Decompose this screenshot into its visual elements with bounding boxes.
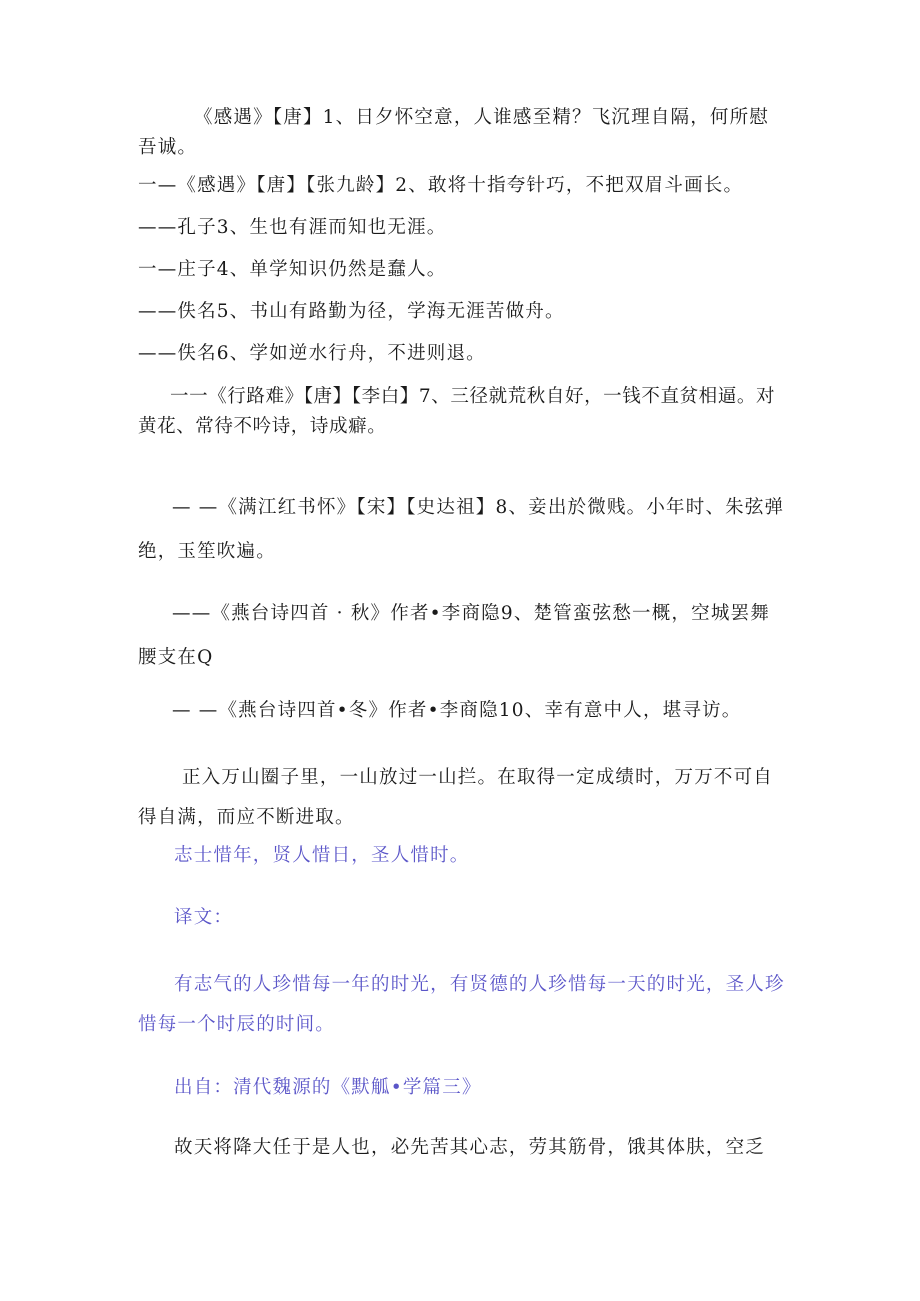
translation-paragraph: 有志气的人珍惜每一年的时光，有贤德的人珍惜每一天的时光，圣人珍惜每一个时辰的时间。 bbox=[138, 974, 785, 1035]
quote-3-line: ——孔子3、生也有涯而知也无涯。 bbox=[138, 217, 447, 238]
quote-4-line: 一—庄子4、单学知识仍然是蠢人。 bbox=[138, 259, 447, 280]
quote-8-paragraph: — —《满江红书怀》【宋】【史达祖】8、妾出於微贱。小年时、朱弦弹绝，玉笙吹遍。 bbox=[138, 497, 785, 562]
advice-paragraph: 正入万山圈子里，一山放过一山拦。在取得一定成绩时，万万不可自得自满，而应不断进取。 bbox=[138, 767, 774, 828]
highlight-quote: 志士惜年，贤人惜日，圣人惜时。 bbox=[174, 845, 470, 866]
quote-10-line: — —《燕台诗四首•冬》作者•李商隐10、幸有意中人，堪寻访。 bbox=[172, 700, 742, 721]
quote-5-line: ——佚名5、书山有路勤为径，学海无涯苦做舟。 bbox=[138, 301, 565, 322]
quote-1-paragraph: 《感遇》【唐】1、日夕怀空意，人谁感至精？飞沉理自隔，何所慰吾诚。 bbox=[138, 107, 770, 158]
quote-7-paragraph: 一一《行路难》【唐】【李白】7、三径就荒秋自好，一钱不直贫相逼。对黄花、常待不吟诗，诗成癖。 bbox=[138, 386, 776, 437]
quote-6-line: ——佚名6、学如逆水行舟，不进则退。 bbox=[138, 343, 486, 364]
translation-heading: 译文： bbox=[174, 907, 234, 928]
quote-2-line: 一—《感遇》【唐】【张九龄】2、敢将十指夸针巧，不把双眉斗画长。 bbox=[138, 175, 744, 196]
source-line: 出自：清代魏源的《默觚•学篇三》 bbox=[174, 1077, 482, 1098]
final-quote-line: 故天将降大任于是人也，必先苦其心志，劳其筋骨，饿其体肤，空乏 bbox=[174, 1137, 766, 1158]
quote-9-paragraph: ——《燕台诗四首 · 秋》作者•李商隐9、楚管蛮弦愁一概，空城罢舞腰支在Q bbox=[138, 603, 770, 668]
